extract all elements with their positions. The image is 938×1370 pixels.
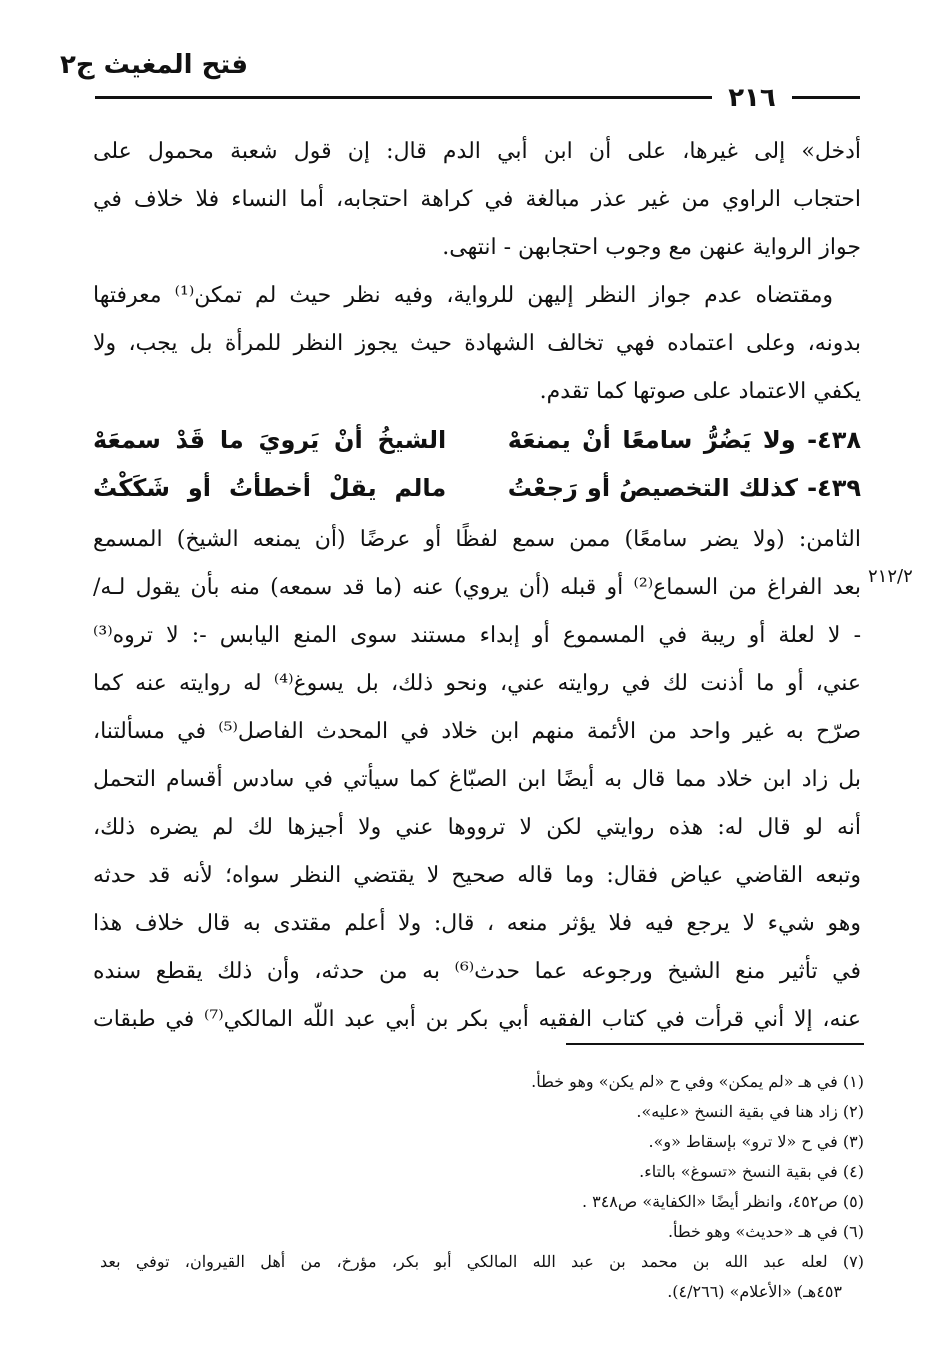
main-text xyxy=(93,128,861,1044)
footnotes xyxy=(100,1067,864,1307)
text-line: عنه، إلا أني قرأت في كتاب الفقيه أبي بكر بن أبي عبد اللّه المالكي⁽⁷⁾ في طبقات xyxy=(93,1007,861,1032)
text-line: أنه لو قال له: هذه روايتي لكن لا ترووها عني ولا أجيزها لك لم يضره ذلك، xyxy=(93,815,861,840)
footnote: (٥) ص٤٥٢، وانظر أيضًا «الكفاية» ص٣٤٨ . xyxy=(581,1192,864,1211)
text-line: في تأثير منع الشيخ ورجوعه عما حدث⁽⁶⁾ به من حدثه، وأن ذلك يقطع سنده xyxy=(93,959,861,984)
margin-page-reference: ٢١٢/٢ xyxy=(868,566,913,587)
footnote: (٤) في بقية النسخ «تسوغ» بالتاء. xyxy=(639,1162,864,1181)
text-line: بل زاد ابن خلاد مما قال به أيضًا ابن الصبّاغ كما سيأتي في سادس أقسام التحمل xyxy=(93,767,861,792)
footnote: (٣) في ح «لا ترو» بإسقاط «و». xyxy=(648,1132,864,1151)
footnote: (٢) زاد هنا في بقية النسخ «عليه». xyxy=(636,1102,864,1121)
running-title: فتح المغيث ج٢ xyxy=(59,50,248,80)
footnote: (٦) في هـ «حديث» وهو خطأ. xyxy=(667,1222,864,1241)
text-line: صرّح به غير واحد من الأئمة منهم ابن خلاد في المحدث الفاصل⁽⁵⁾ في مسألتنا، xyxy=(93,719,861,744)
text-line: بدونه، وعلى اعتماده فهي تخالف الشهادة حيث يجوز النظر للمرأة بل يجب، ولا xyxy=(93,331,861,356)
text-line: احتجاب الراوي من غير عذر مبالغة في كراهة احتجابه، أما النساء فلا خلاف في xyxy=(93,187,861,212)
footnote: (٧) لعله عبد الله بن محمد بن عبد الله المالكي أبو بكر، مؤرخ، من أهل القيروان، توفي بعد xyxy=(100,1252,864,1271)
text-line: وتبعه القاضي عياض فقال: وما قاله صحيح لا يقتضي النظر سواه؛ لأنه قد حدثه xyxy=(93,863,861,888)
verse-second-hemistich: مالم يقلْ أخطأتُ أو شَكَكْتُ xyxy=(93,474,447,502)
header-rule-right xyxy=(800,96,860,99)
text-line: الثامن: (ولا يضر سامعًا) ممن سمع لفظًا أو عرضًا (أن يمنعه الشيخ) المسمع xyxy=(93,527,861,552)
text-line: - لا لعلة أو ريبة في المسموع أو إبداء مستند سوى المنع اليابس -: لا تروه⁽³⁾ xyxy=(93,623,861,648)
footnote-separator xyxy=(566,1043,864,1045)
verse-first-hemistich: ٤٣٨- ولا يَضُرُّ سامعًا أنْ يمنعَهْ xyxy=(507,426,861,454)
verse-line xyxy=(93,464,861,512)
verse-line xyxy=(93,416,861,464)
text-line: ومقتضاه عدم جواز النظر إليهن للرواية، وفيه نظر حيث لم تمكن⁽¹⁾ معرفتها xyxy=(93,283,833,308)
footnote-continuation: ٤٥٣هـ) «الأعلام» (٤/٢٦٦). xyxy=(667,1282,842,1301)
text-line: عني، أو ما أذنت لك في روايته عني، ونحو ذلك، بل يسوغ⁽⁴⁾ له روايته عنه كما xyxy=(93,671,861,696)
text-line: أدخل» إلى غيرها، على أن ابن أبي الدم قال: إن قول شعبة محمول على xyxy=(93,139,861,164)
text-line: وهو شيء لا يرجع فيه فلا يؤثر منعه ، قال: ولا أعلم مقتدى به قال خلاف هذا xyxy=(93,911,861,936)
verse-second-hemistich: الشيخُ أنْ يَرويَ ما قَدْ سمعَهْ xyxy=(93,426,447,454)
page-number: ٢١٦ xyxy=(712,83,792,113)
footnote: (١) في هـ «لم يمكن» وفي ح «لم يكن» وهو خطأ. xyxy=(531,1072,864,1091)
text-line: يكفي الاعتماد على صوتها كما تقدم. xyxy=(539,379,861,404)
text-line: بعد الفراغ من السماع⁽²⁾ أو قبله (أن يروي) عنه (ما قد سمعه) منه بأن يقول لـه/ xyxy=(93,575,861,600)
text-line: جواز الرواية عنهن مع وجوب احتجابهن - انتهى. xyxy=(442,235,861,260)
verse-first-hemistich: ٤٣٩- كذلك التخصيصُ أو رَجعْتُ xyxy=(507,474,861,502)
